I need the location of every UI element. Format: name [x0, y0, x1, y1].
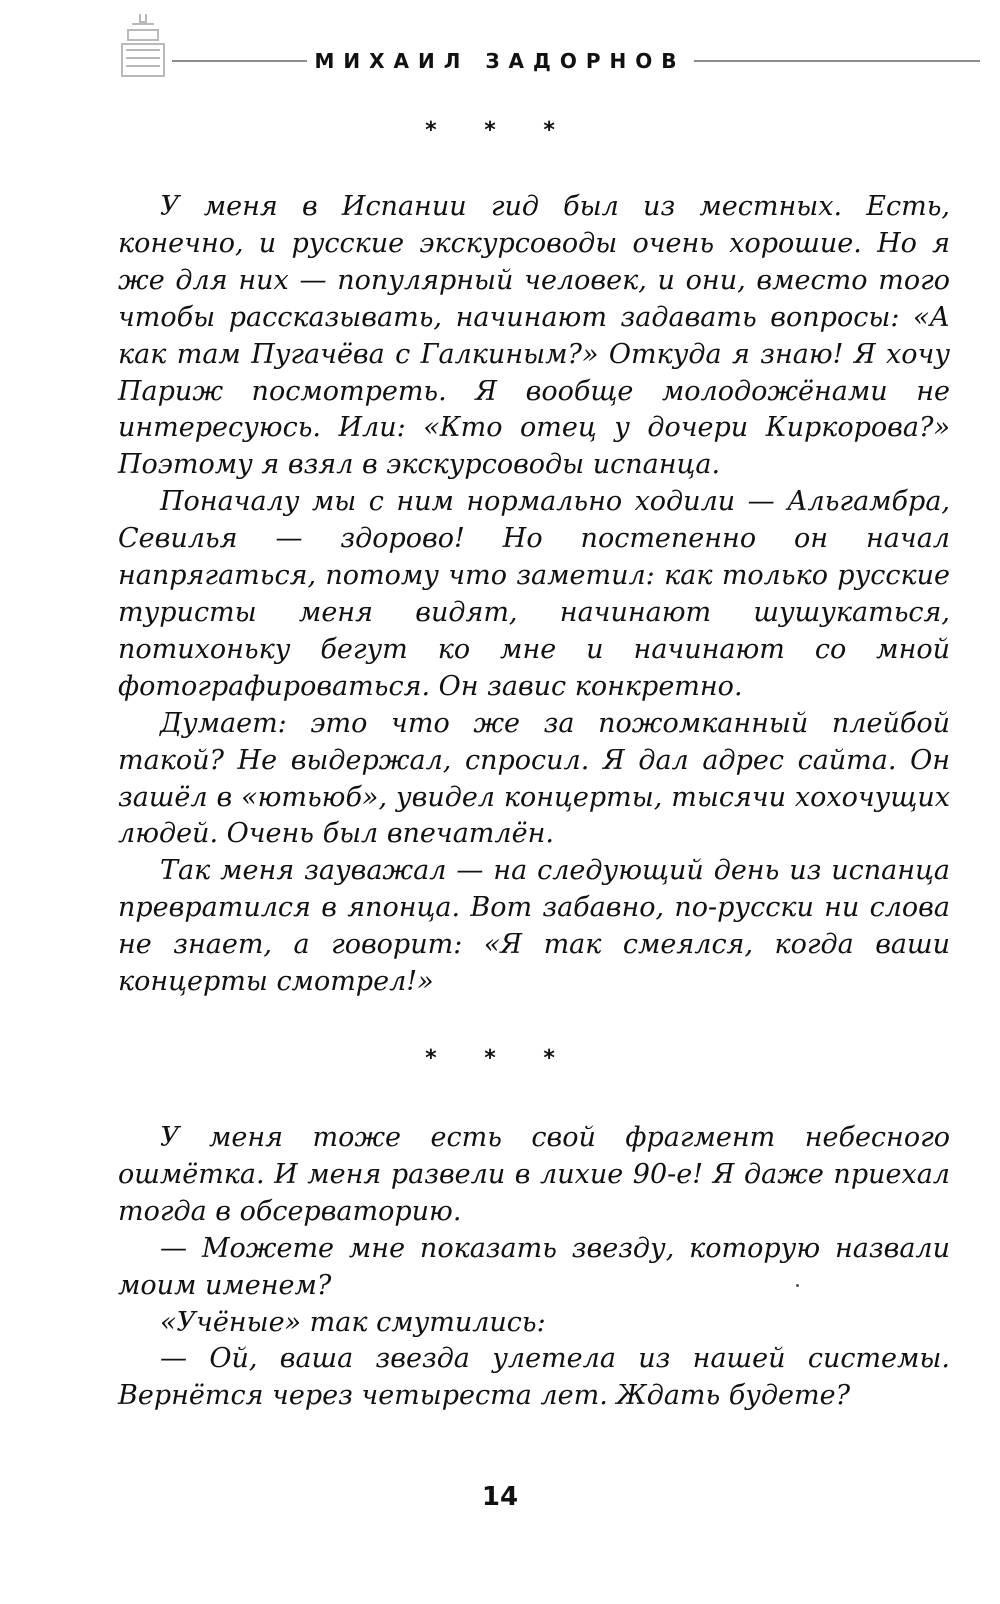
page-number: 14 — [481, 1482, 519, 1512]
paragraph: У меня в Испании гид был из местных. Есть, конечно, и русские экскурсоводы очень хорошие. Но я же для них — популярный человек, и они, вместо того чтобы рассказывать, начинают задавать вопросы: «А как там Пугачёва с Галкиным?» Откуда я знаю! Я хочу Париж посмотреть. Я вообще молодожёнами не интересуюсь. Или: «Кто отец у дочери Киркорова?» Поэтому я взял в экскурсоводы испанца. — [118, 191, 950, 481]
text-section-1 — [118, 189, 950, 1001]
section-separator: * * * — [425, 118, 575, 143]
paragraph: Поначалу мы с ним нормально ходили — Альгамбра, Севилья — здорово! Но постепенно он начал напрягаться, потому что заметил: как только русские туристы меня видят, начинают шушукаться, потихоньку бегут ко мне и начинают со мной фотографироваться. Он завис конкретно. — [118, 486, 950, 702]
section-separator: * * * — [425, 1046, 575, 1071]
print-speck — [796, 1284, 799, 1287]
paragraph: «Учёные» так смутились: — [160, 1306, 546, 1338]
paragraph: — Ой, ваша звезда улетела из нашей системы. Вернётся через четыреста лет. Ждать будете? — [118, 1343, 950, 1412]
paragraph: У меня тоже есть свой фрагмент небесного ошмётка. И меня развели в лихие 90-е! Я даже приехал тогда в обсерваторию. — [118, 1122, 950, 1227]
paragraph: Так меня зауважал — на следующий день из испанца превратился в японца. Вот забавно, по-русски ни слова не знает, а говорит: «Я так смеялся, когда ваши концерты смотрел!» — [118, 855, 950, 998]
text-section-2 — [118, 1120, 950, 1415]
author-name: МИХАИЛ ЗАДОРНОВ — [307, 49, 694, 73]
running-header — [0, 49, 1000, 73]
paragraph: Думает: это что же за пожомканный плейбой такой? Не выдержал, спросил. Я дал адрес сайта. Он зашёл в «ютьюб», увидел концерты, тысячи хохочущих людей. Очень был впечатлён. — [118, 707, 950, 850]
paragraph: — Можете мне показать звезду, которую назвали моим именем? — [118, 1232, 950, 1301]
